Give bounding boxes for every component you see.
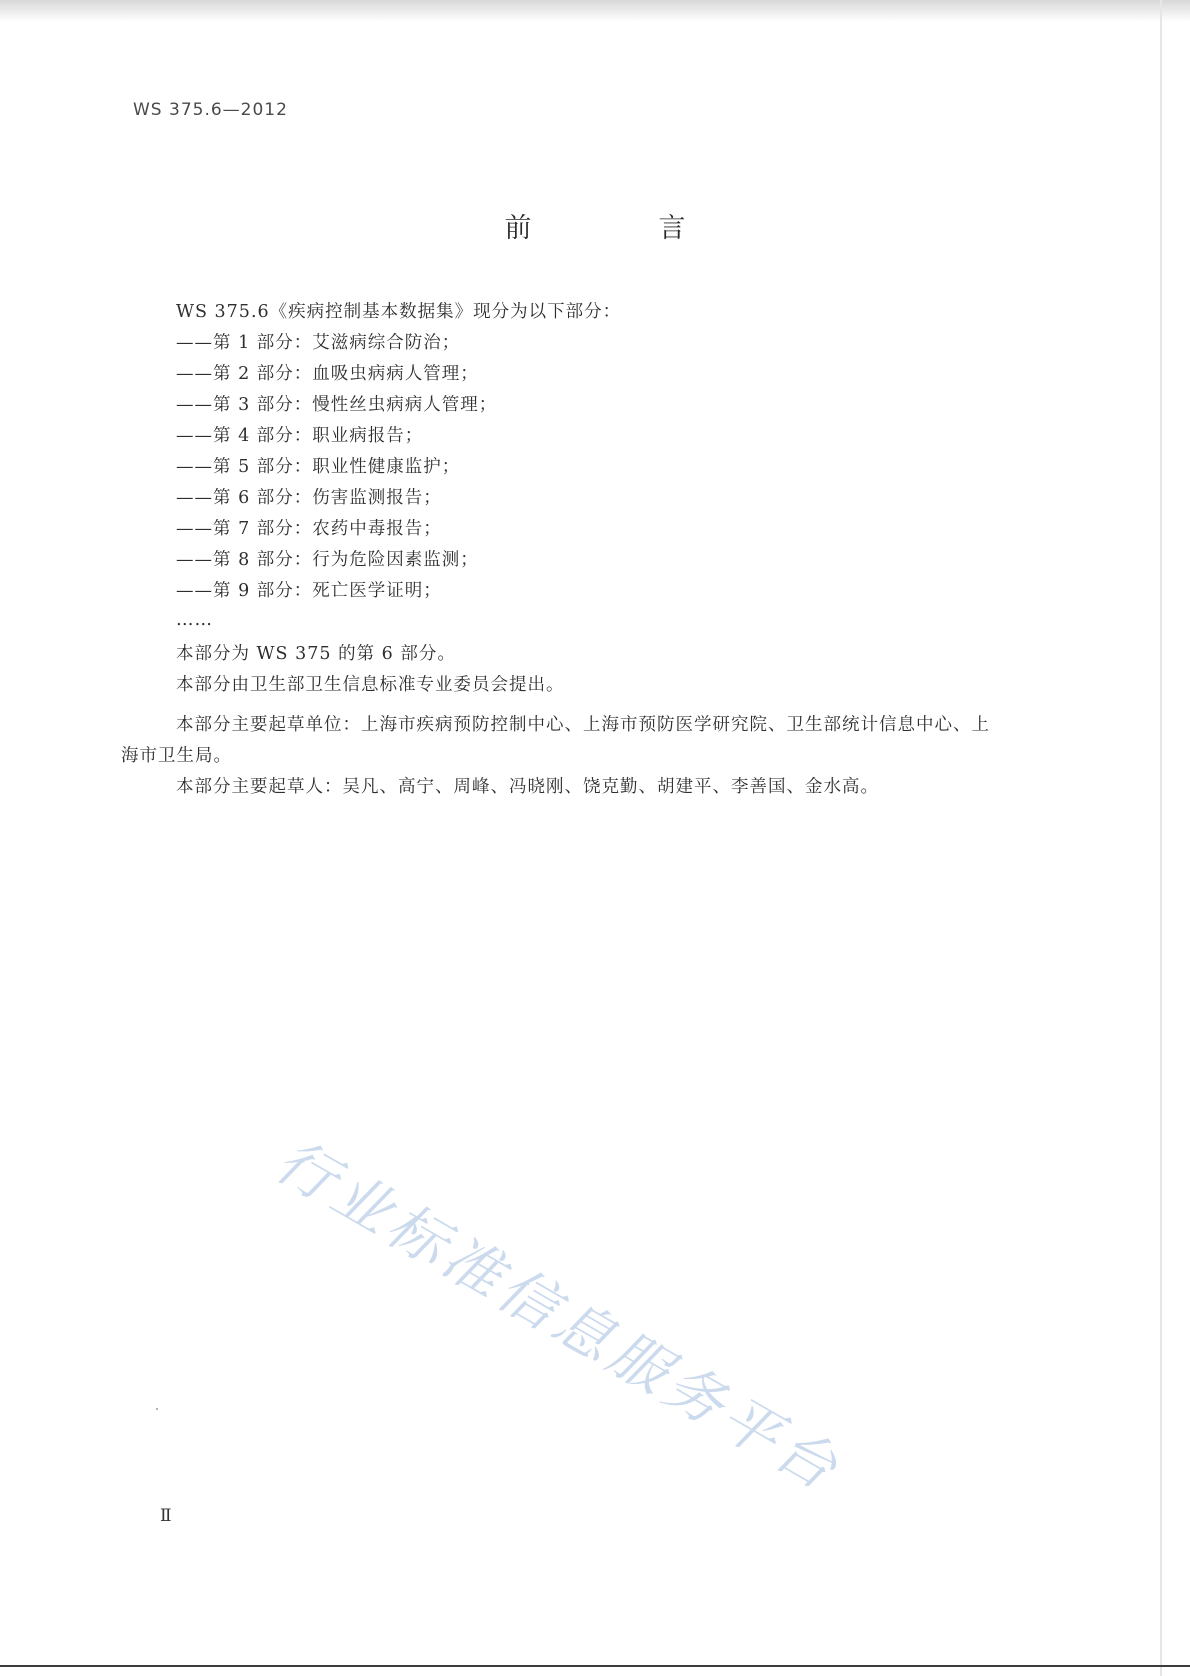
watermark: 行业标准信息服务平台 bbox=[264, 1126, 853, 1506]
page-number: Ⅱ bbox=[160, 1506, 172, 1526]
list-ellipsis: …… bbox=[176, 610, 213, 630]
document-code: WS 375.6—2012 bbox=[133, 100, 288, 120]
part-list-item: ——第 6 部分：伤害监测报告； bbox=[176, 488, 442, 508]
part-statement: 本部分为 WS 375 的第 6 部分。 bbox=[176, 644, 456, 664]
drafting-units-statement-continued: 海市卫生局。 bbox=[121, 746, 232, 766]
part-list-item: ——第 9 部分：死亡医学证明； bbox=[176, 581, 442, 601]
proposer-statement: 本部分由卫生部卫生信息标准专业委员会提出。 bbox=[176, 675, 565, 695]
part-list-item: ——第 3 部分：慢性丝虫病病人管理； bbox=[176, 395, 498, 415]
scan-speck bbox=[156, 1408, 158, 1410]
part-list-item: ——第 8 部分：行为危险因素监测； bbox=[176, 550, 479, 570]
scan-edge-right bbox=[1160, 0, 1162, 1676]
part-list-item: ——第 7 部分：农药中毒报告； bbox=[176, 519, 442, 539]
drafting-units-statement: 本部分主要起草单位：上海市疾病预防控制中心、上海市预防医学研究院、卫生部统计信息中心、上 bbox=[176, 715, 990, 735]
scan-edge-bottom bbox=[0, 1665, 1190, 1667]
page-title: 前 言 bbox=[504, 213, 736, 244]
scan-shadow bbox=[0, 0, 1190, 22]
part-list-item: ——第 5 部分：职业性健康监护； bbox=[176, 457, 461, 477]
part-list-item: ——第 1 部分：艾滋病综合防治； bbox=[176, 333, 461, 353]
part-list-item: ——第 4 部分：职业病报告； bbox=[176, 426, 424, 446]
part-list-item: ——第 2 部分：血吸虫病病人管理； bbox=[176, 364, 479, 384]
drafters-statement: 本部分主要起草人：吴凡、高宁、周峰、冯晓刚、饶克勤、胡建平、李善国、金水高。 bbox=[176, 777, 879, 797]
intro-paragraph: WS 375.6《疾病控制基本数据集》现分为以下部分： bbox=[176, 302, 622, 322]
